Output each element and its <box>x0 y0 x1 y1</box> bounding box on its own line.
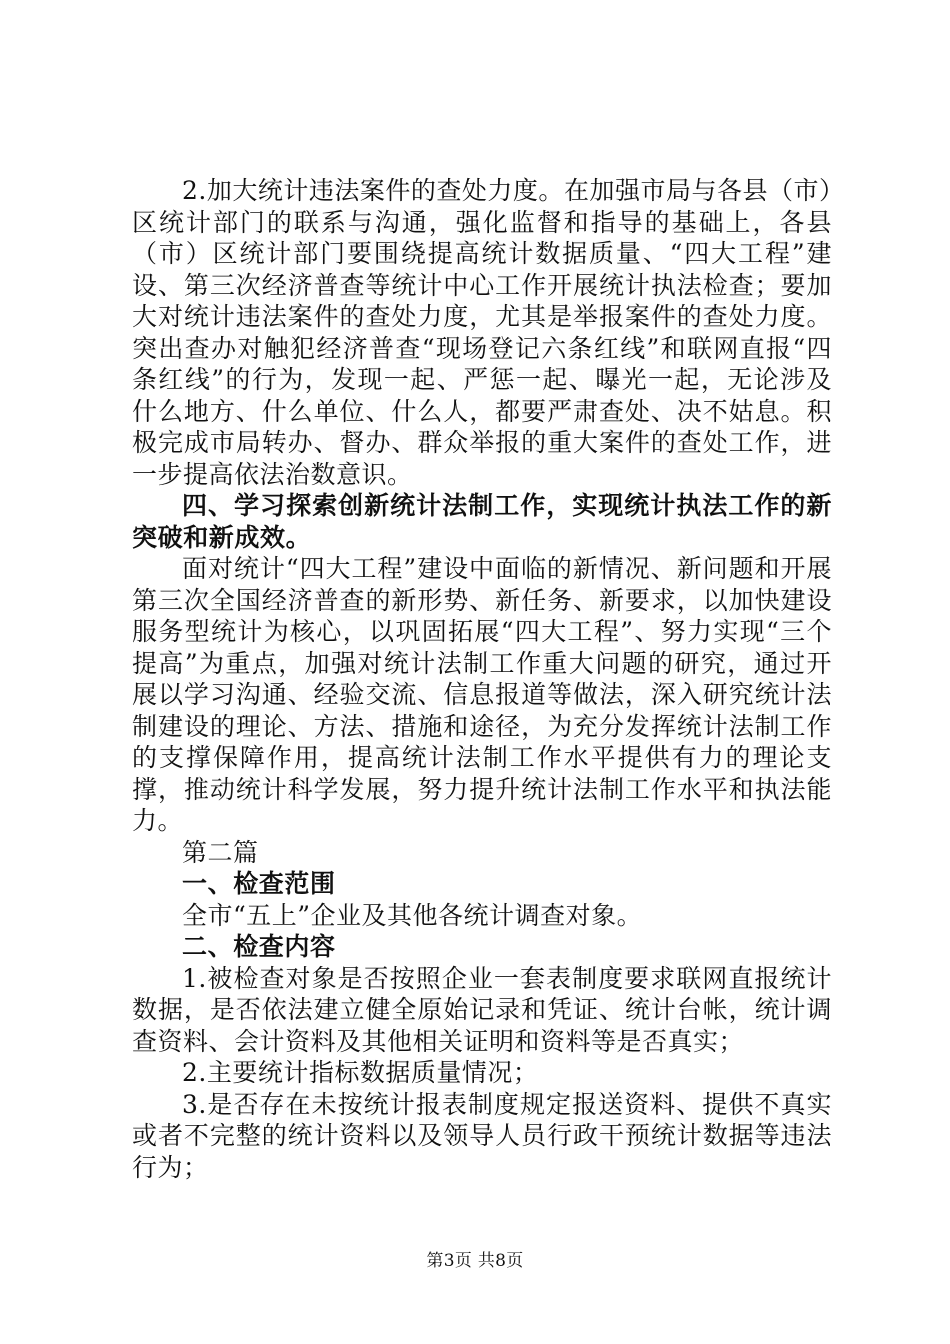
paragraph-check-item-2: 2.主要统计指标数据质量情况； <box>182 1058 539 1087</box>
section-heading-content: 二、检查内容 <box>182 932 336 961</box>
part-two-label: 第二篇 <box>182 837 259 867</box>
paragraph-scope: 全市“五上”企业及其他各统计调查对象。 <box>182 900 643 930</box>
section-heading-scope: 一、检查范围 <box>182 869 336 898</box>
section-heading-four: 四、学习探索创新统计法制工作，实现统计执法工作的新突破和新成效。 <box>132 491 832 552</box>
paragraph-check-item-3: 3.是否存在未按统计报表制度规定报送资料、提供不真实或者不完整的统计资料以及领导人员行政干预统计数据等违法行为； <box>132 1089 832 1182</box>
page-number-footer: 第3页 共8页 <box>426 1251 524 1271</box>
document-body <box>132 175 832 1183</box>
paragraph-enforcement-item-2: 2.加大统计违法案件的查处力度。在加强市局与各县（市）区统计部门的联系与沟通，强化监督和指导的基础上，各县（市）区统计部门要围绕提高统计数据质量、“四大工程”建设、第三次经济普查等统计中心工作开展统计执法检查；要加大对统计违法案件的查处力度，尤其是举报案件的查处力度。突出查办对触犯经济普查“现场登记六条红线”和联网直报“四条红线”的行为，发现一起、严惩一起、曝光一起，无论涉及什么地方、什么单位、什么人，都要严肃查处、决不姑息。积极完成市局转办、督办、群众举报的重大案件的查处工作，进一步提高依法治数意识。 <box>132 176 832 489</box>
paragraph-check-item-1: 1.被检查对象是否按照企业一套表制度要求联网直报统计数据，是否依法建立健全原始记录和凭证、统计台帐，统计调查资料、会计资料及其他相关证明和资料等是否真实； <box>132 963 832 1056</box>
paragraph-innovation: 面对统计“四大工程”建设中面临的新情况、新问题和开展第三次全国经济普查的新形势、新任务、新要求，以加快建设服务型统计为核心，以巩固拓展“四大工程”、努力实现“三个提高”为重点，加强对统计法制工作重大问题的研究，通过开展以学习沟通、经验交流、信息报道等做法，深入研究统计法制建设的理论、方法、措施和途径，为充分发挥统计法制工作的支撑保障作用，提高统计法制工作水平提供有力的理论支撑，推动统计科学发展，努力提升统计法制工作水平和执法能力。 <box>132 554 832 835</box>
